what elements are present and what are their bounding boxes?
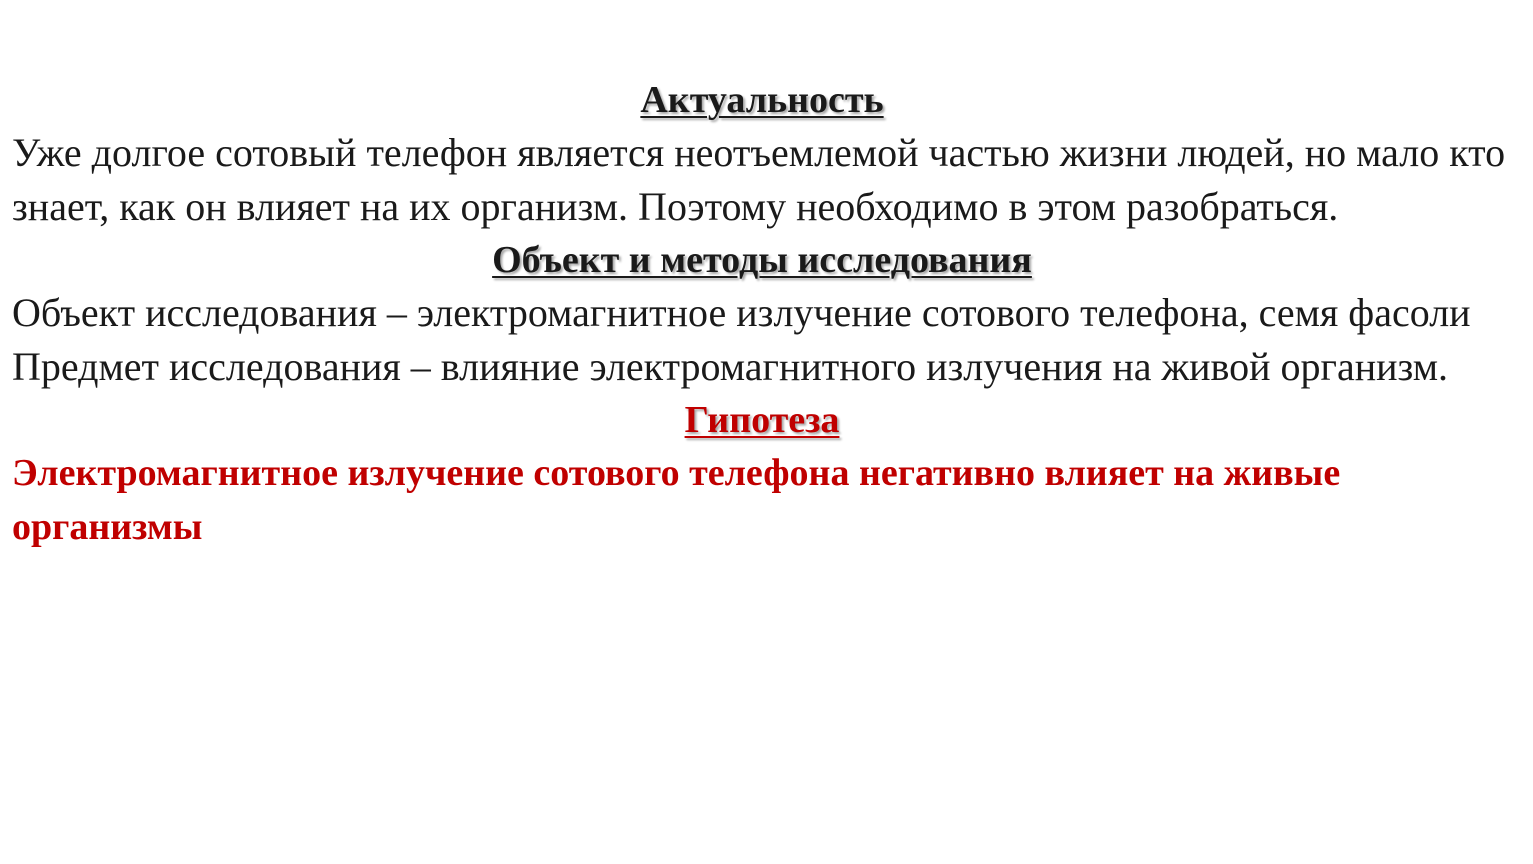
- relevance-heading: Актуальность: [640, 79, 884, 121]
- object-methods-heading: Объект и методы исследования: [492, 239, 1032, 281]
- slide-content: [12, 74, 1512, 554]
- hypothesis-heading: Гипотеза: [684, 399, 840, 441]
- subject-text: Предмет исследования – влияние электромагнитного излучения на живой организм.: [12, 344, 1449, 389]
- object-text: Объект исследования – электромагнитное излучение сотового телефона, семя фасоли: [12, 290, 1471, 335]
- relevance-text: Уже долгое сотовый телефон является неотъемлемой частью жизни людей, но мало кто знает, как он влияет на их организм. Поэтому необходимо в этом разобраться.: [12, 130, 1506, 229]
- hypothesis-text: Электромагнитное излучение сотового телефона негативно влияет на живые организмы: [12, 452, 1341, 548]
